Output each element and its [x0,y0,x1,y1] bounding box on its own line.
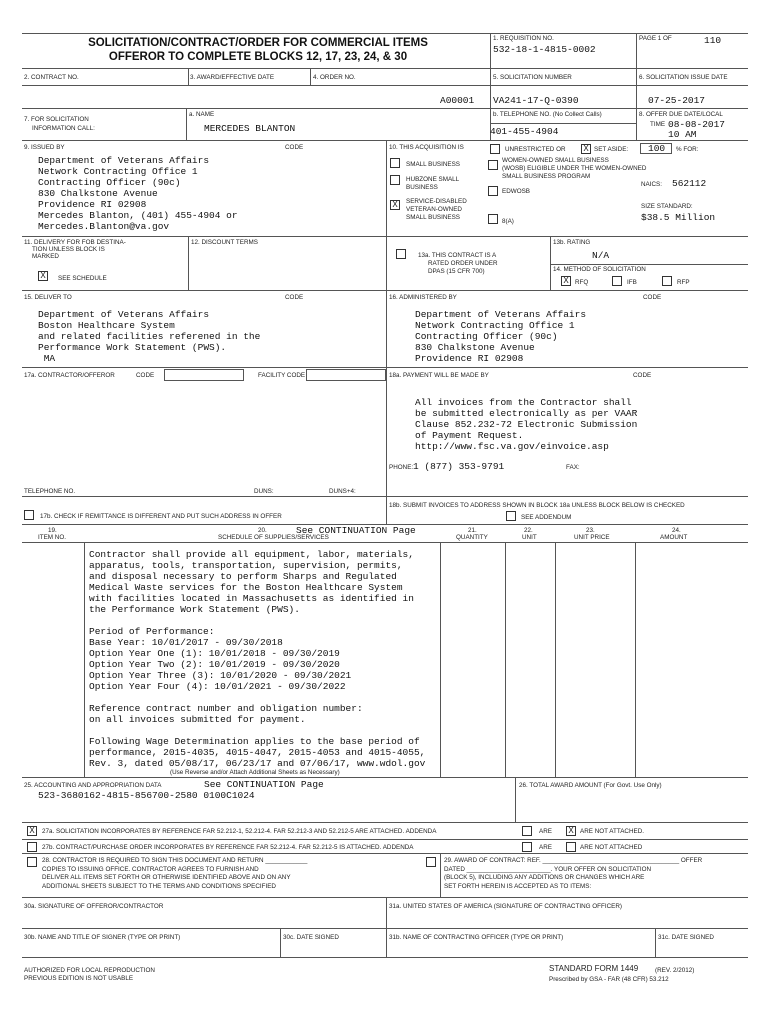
form-title [30,36,486,64]
acquisition-label: 10. THIS ACQUISITION IS [389,144,464,151]
rated-order-label-2: RATED ORDER UNDER [428,260,498,267]
issue-date-label: 6. SOLICITATION ISSUE DATE [639,74,728,81]
rfq-checkbox[interactable]: X [561,276,571,286]
for-info-label-1: 7. FOR SOLICITATION [24,116,89,123]
wosb-checkbox[interactable] [488,160,498,170]
accounting-value: 523-3680162-4815-856700-2580 0100C1024 [38,790,255,801]
date-30c-label: 30c. DATE SIGNED [283,934,339,941]
schedule-line: Option Year Two (2): 10/01/2019 - 09/30/2020 [89,659,340,670]
clause-27b-are-not-checkbox[interactable] [566,842,576,852]
delivery-label-1: 11. DELIVERY FOR FOB DESTINA- [24,239,126,246]
issued-by-line: Department of Veterans Affairs [38,155,210,166]
form-title-line-2: OFFEROR TO COMPLETE BLOCKS 12, 17, 23, 24, & 30 [108,51,408,63]
payment-instructions [415,397,637,452]
telephone-no-label: TELEPHONE NO. [24,488,76,495]
solicitation-number-value: VA241-17-Q-0390 [493,95,579,106]
rated-order-label-3: DPAS (15 CFR 700) [428,268,485,275]
schedule-line: Reference contract number and obligation number: [89,703,363,714]
issued-by-line: 830 Chalkstone Avenue [38,188,158,199]
contractor-code-input[interactable] [164,369,244,381]
unrestricted-label: UNRESTRICTED OR [505,146,566,153]
see-schedule-label: SEE SCHEDULE [58,275,107,282]
col20-continuation: See CONTINUATION Page [296,525,416,536]
small-business-label: SMALL BUSINESS [406,161,461,168]
administered-by-line: Department of Veterans Affairs [415,309,587,320]
deliver-to-line: MA [38,353,56,364]
block-28-line-3: DELIVER ALL ITEMS SET FORTH OR OTHERWISE IDENTIFIED ABOVE AND ON ANY [42,874,291,881]
rfp-label: RFP [677,279,690,286]
duns-label: DUNS: [254,488,274,495]
schedule-line: Contractor shall provide all equipment, labor, materials, [89,549,414,560]
administered-by-code-label: CODE [643,294,662,301]
col24-label: AMOUNT [660,534,688,541]
clause-27b-checkbox[interactable] [27,842,37,852]
rated-order-label-1: 13a. THIS CONTRACT IS A [418,252,497,259]
col23-num: 23. [586,527,595,534]
administered-by-line: Network Contracting Office 1 [415,320,575,331]
issued-by-label: 9. ISSUED BY [24,144,65,151]
issued-by-code-label: CODE [285,144,304,151]
method-label: 14. METHOD OF SOLICITATION [553,266,646,273]
small-business-checkbox[interactable] [390,158,400,168]
payment-fax-label: FAX: [566,464,580,471]
accounting-label: 25. ACCOUNTING AND APPROPRIATION DATA [24,782,162,789]
wosb-label-3: SMALL BUSINESS PROGRAM [502,173,591,180]
see-addendum-label: SEE ADDENDUM [521,514,572,521]
block-28-line-2: COPIES TO ISSUING OFFICE. CONTRACTOR AGREES TO FURNISH AND [42,866,259,873]
schedule-line: Medical Waste services for the Boston Healthcare System [89,582,403,593]
rating-value: N/A [592,250,610,261]
name-label: a. NAME [189,111,215,118]
payment-line: of Payment Request. [415,430,524,441]
sdvosb-checkbox[interactable]: X [390,200,400,210]
block-28-line-1: 28. CONTRACTOR IS REQUIRED TO SIGN THIS DOCUMENT AND RETURN ____________ [42,857,308,864]
deliver-to-address [38,309,260,364]
schedule-line: Period of Performance: [89,626,215,637]
col19-label: ITEM NO. [38,534,66,541]
sdvosb-label-3: SMALL BUSINESS [406,214,461,221]
issued-by-line: Mercedes.Blanton@va.gov [38,221,170,232]
ifb-label: IFB [627,279,637,286]
schedule-line: with facilities located in Massachusetts as identified in [89,593,414,604]
rfp-checkbox[interactable] [662,276,672,286]
issued-by-address [38,155,238,232]
facility-code-label: FACILITY CODE [258,372,306,379]
submit-invoices-label: 18b. SUBMIT INVOICES TO ADDRESS SHOWN IN BLOCK 18a UNLESS BLOCK BELOW IS CHECKED [389,502,685,509]
set-aside-percent-value: 100 [648,143,666,154]
ifb-checkbox[interactable] [612,276,622,286]
deliver-to-label: 15. DELIVER TO [24,294,72,301]
issued-by-line: Mercedes Blanton, (401) 455-4904 or [38,210,238,221]
telephone-label: b. TELEPHONE NO. (No Collect Calls) [493,111,602,118]
col19-num: 19. [48,527,57,534]
deliver-to-line: Boston Healthcare System [38,320,175,331]
hubzone-label-1: HUBZONE SMALL [406,176,460,183]
clause-27b-are-checkbox[interactable] [522,842,532,852]
col20-label: SCHEDULE OF SUPPLIES/SERVICES [218,534,329,541]
col20-num: 20. [258,527,267,534]
offer-due-date-value: 08-08-2017 [668,119,726,130]
schedule-line: Rev. 3, dated 05/08/17, 06/23/17 and 07/06/17, www.wdol.gov [89,758,426,769]
administered-by-line: Contracting Officer (90c) [415,331,558,342]
payment-phone-value: 1 (877) 353-9791 [413,461,505,472]
reverse-note: (Use Reverse and/or Attach Additional Sheets as Necessary) [170,769,340,776]
see-addendum-checkbox[interactable] [506,511,516,521]
administered-by-line: 830 Chalkstone Avenue [415,342,535,353]
col24-num: 24. [672,527,681,534]
date-31c-label: 31c. DATE SIGNED [658,934,714,941]
hubzone-checkbox[interactable] [390,175,400,185]
payment-phone-label: PHONE: [389,464,414,471]
offer-due-label-1: 8. OFFER DUE DATE/LOCAL [639,111,723,118]
deliver-to-code-label: CODE [285,294,304,301]
footer-prescribed: Prescribed by GSA - FAR (48 CFR) 53.212 [549,976,669,983]
block-29-checkbox[interactable] [426,857,436,867]
contractor-label: 17a. CONTRACTOR/OFFEROR [24,372,115,379]
officer-31b-label: 31b. NAME OF CONTRACTING OFFICER (TYPE OR PRINT) [389,934,564,941]
offer-due-time-value: 10 AM [668,129,697,140]
wosb-label-1: WOMEN-OWNED SMALL BUSINESS [502,157,609,164]
rated-order-checkbox[interactable] [396,249,406,259]
deliver-to-line: Department of Veterans Affairs [38,309,210,320]
block-28-checkbox[interactable] [27,857,37,867]
schedule-line: the Performance Work Statement (PWS). [89,604,300,615]
schedule-line: and disposal necessary to perform Sharps and Regulated [89,571,397,582]
set-aside-checkbox[interactable]: X [581,144,591,154]
issued-by-line: Network Contracting Office 1 [38,166,198,177]
for-info-label-2: INFORMATION CALL: [32,125,95,132]
schedule-line: on all invoices submitted for payment. [89,714,306,725]
set-aside-label: SET ASIDE: [594,146,629,153]
footer-revision: (REV. 2/2012) [655,967,695,974]
page-label: PAGE 1 OF [639,35,672,42]
clause-27a-label: 27a. SOLICITATION INCORPORATES BY REFERENCE FAR 52.212-1, 52.212-4. FAR 52.212-3 AND 52.212-5 ARE ATTACHED. ADDENDA [42,828,437,835]
see-schedule-checkbox[interactable]: X [38,271,48,281]
clause-27a-are-label: ARE [539,828,552,835]
clause-27b-label: 27b. CONTRACT/PURCHASE ORDER INCORPORATES BY REFERENCE FAR 52.212-4. FAR 52.212-5 IS ATTACHED. ADDENDA [42,844,414,851]
total-award-label: 26. TOTAL AWARD AMOUNT (For Govt. Use Only) [519,782,662,789]
schedule-line: apparatus, tools, transportation, supervision, permits, [89,560,403,571]
payment-label: 18a. PAYMENT WILL BE MADE BY [389,372,489,379]
order-no-label: 4. ORDER NO. [313,74,356,81]
block-29-line-1: 29. AWARD OF CONTRACT: REF. _______________________________________ OFFER [444,857,703,864]
administered-by-label: 16. ADMINISTERED BY [389,294,457,301]
solicitation-number-label: 5. SOLICITATION NUMBER [493,74,572,81]
schedule-line: Option Year One (1): 10/01/2018 - 09/30/2019 [89,648,340,659]
contract-no-label: 2. CONTRACT NO. [24,74,79,81]
sdvosb-label-1: SERVICE-DISABLED [406,198,467,205]
hubzone-label-2: BUSINESS [406,184,438,191]
signer-30b-label: 30b. NAME AND TITLE OF SIGNER (TYPE OR PRINT) [24,934,181,941]
payment-line: All invoices from the Contractor shall [415,397,632,408]
discount-terms-label: 12. DISCOUNT TERMS [191,239,258,246]
rfq-label: RFQ [575,279,589,286]
payment-code-label: CODE [633,372,652,379]
deliver-to-line: Performance Work Statement (PWS). [38,342,227,353]
clause-27a-checkbox[interactable]: X [27,826,37,836]
delivery-label-2: TION UNLESS BLOCK IS [32,246,105,253]
award-date-label: 3. AWARD/EFFECTIVE DATE [190,74,275,81]
col21-num: 21. [468,527,477,534]
naics-value: 562112 [672,178,707,189]
edwosb-label: EDWOSB [502,188,530,195]
duns4-label: DUNS+4: [329,488,356,495]
edwosb-checkbox[interactable] [488,186,498,196]
block-29-line-4: SET FORTH HEREIN IS ACCEPTED AS TO ITEMS: [444,883,592,890]
schedule-line: Base Year: 10/01/2017 - 09/30/2018 [89,637,283,648]
8a-label: 8(A) [502,218,514,225]
payment-line: http://www.fsc.va.gov/einvoice.asp [415,441,609,452]
wosb-label-2: (WOSB) ELIGIBLE UNDER THE WOMEN-OWNED [502,165,647,172]
requisition-label: 1. REQUISITION NO. [493,35,554,42]
name-value: MERCEDES BLANTON [204,123,296,134]
unrestricted-checkbox[interactable] [490,144,500,154]
administered-by-address [415,309,586,364]
order-no-value: A00001 [440,95,475,106]
size-standard-label: SIZE STANDARD: [641,203,693,210]
issued-by-line: Providence RI 02908 [38,199,147,210]
col23-label: UNIT PRICE [574,534,610,541]
remittance-checkbox[interactable] [24,510,34,520]
set-aside-percent-box[interactable] [640,143,672,154]
8a-checkbox[interactable] [488,214,498,224]
signature-30a-label: 30a. SIGNATURE OF OFFEROR/CONTRACTOR [24,903,164,910]
size-standard-value: $38.5 Million [641,212,716,223]
requisition-value: 532-18-1-4815-0002 [493,44,596,55]
issue-date-value: 07-25-2017 [648,95,706,106]
clause-27b-are-not-label: ARE NOT ATTACHED [580,844,643,851]
schedule-line: Option Year Three (3): 10/01/2020 - 09/30/2021 [89,670,352,681]
naics-label: NAICS: [641,181,662,188]
percent-for-label: % FOR: [676,146,699,153]
clause-27a-are-checkbox[interactable] [522,826,532,836]
col22-num: 22. [524,527,533,534]
facility-code-input[interactable] [306,369,386,381]
payment-line: be submitted electronically as per VAAR [415,408,638,419]
footer-previous-edition: PREVIOUS EDITION IS NOT USABLE [24,975,134,982]
block-29-line-2: DATED ________________________. YOUR OFFER ON SOLICITATION [444,866,652,873]
col22-label: UNIT [522,534,537,541]
schedule-line: Following Wage Determination applies to the base period of [89,736,420,747]
sdvosb-label-2: VETERAN-OWNED [406,206,462,213]
clause-27a-are-not-label: ARE NOT ATTACHED. [580,828,645,835]
remittance-label: 17b. CHECK IF REMITTANCE IS DIFFERENT AND PUT SUCH ADDRESS IN OFFER [40,513,282,520]
contractor-code-label: CODE [136,372,155,379]
schedule-line: performance, 2015-4035, 4015-4047, 2015-4053 and 4015-4055, [89,747,426,758]
page-total: 110 [704,35,722,46]
block-28-line-4: ADDITIONAL SHEETS SUBJECT TO THE TERMS AND CONDITIONS SPECIFIED [42,883,276,890]
clause-27a-are-not-checkbox[interactable]: X [566,826,576,836]
schedule-line: Option Year Four (4): 10/01/2021 - 09/30/2022 [89,681,346,692]
issued-by-line: Contracting Officer (90c) [38,177,181,188]
deliver-to-line: and related facilities referened in the [38,331,261,342]
footer-authorized: AUTHORIZED FOR LOCAL REPRODUCTION [24,967,155,974]
signature-31a-label: 31a. UNITED STATES OF AMERICA (SIGNATURE OF CONTRACTING OFFICER) [389,903,623,910]
administered-by-line: Providence RI 02908 [415,353,524,364]
telephone-value: 401-455-4904 [490,126,559,137]
schedule-description [89,549,425,769]
accounting-continuation: See CONTINUATION Page [204,779,324,790]
clause-27b-are-label: ARE [539,844,552,851]
rating-label: 13b. RATING [553,239,591,246]
delivery-label-3: MARKED [32,253,59,260]
form-title-line-1: SOLICITATION/CONTRACT/ORDER FOR COMMERCIAL ITEMS [88,37,428,49]
footer-form-name: STANDARD FORM 1449 [549,964,639,973]
col21-label: QUANTITY [456,534,488,541]
offer-due-label-2: TIME [650,121,666,128]
block-29-line-3: (BLOCK 5), INCLUDING ANY ADDITIONS OR CHANGES WHICH ARE [444,874,645,881]
payment-line: Clause 852.232-72 Electronic Submission [415,419,638,430]
